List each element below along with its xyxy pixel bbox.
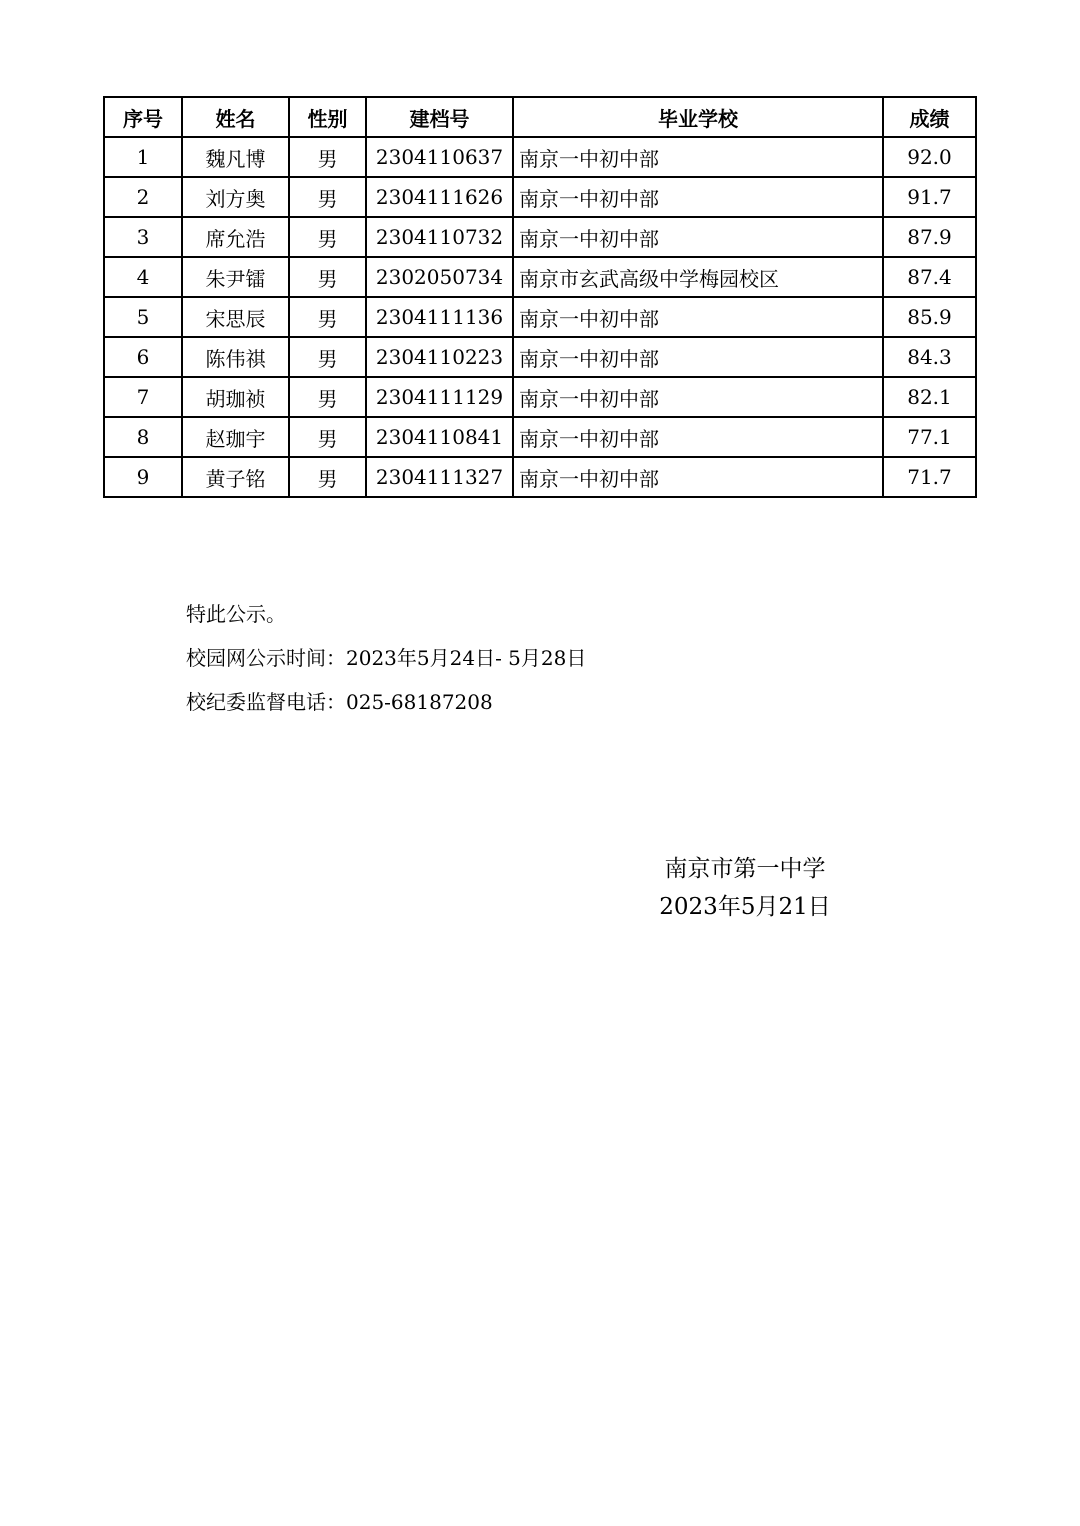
table-row bbox=[104, 337, 976, 377]
header-index: 序号 bbox=[104, 97, 182, 137]
cell-gender: 男 bbox=[289, 297, 366, 337]
cell-school: 南京一中初中部 bbox=[513, 417, 883, 457]
cell-name: 陈伟祺 bbox=[182, 337, 289, 377]
cell-name: 席允浩 bbox=[182, 217, 289, 257]
signature-organization: 南京市第一中学 bbox=[664, 856, 826, 882]
cell-score: 87.4 bbox=[883, 257, 976, 297]
cell-name: 朱尹镭 bbox=[182, 257, 289, 297]
cell-name: 魏凡博 bbox=[182, 137, 289, 177]
header-file-number: 建档号 bbox=[366, 97, 513, 137]
cell-gender: 男 bbox=[289, 217, 366, 257]
cell-school: 南京一中初中部 bbox=[513, 137, 883, 177]
cell-file-number: 2302050734 bbox=[366, 257, 513, 297]
cell-gender: 男 bbox=[289, 257, 366, 297]
cell-file-number: 2304111136 bbox=[366, 297, 513, 337]
cell-file-number: 2304111327 bbox=[366, 457, 513, 497]
cell-score: 71.7 bbox=[883, 457, 976, 497]
cell-school: 南京一中初中部 bbox=[513, 377, 883, 417]
cell-gender: 男 bbox=[289, 177, 366, 217]
cell-score: 84.3 bbox=[883, 337, 976, 377]
cell-school: 南京一中初中部 bbox=[513, 297, 883, 337]
table-header-row bbox=[104, 97, 976, 137]
cell-score: 91.7 bbox=[883, 177, 976, 217]
header-gender: 性别 bbox=[289, 97, 366, 137]
cell-file-number: 2304110223 bbox=[366, 337, 513, 377]
cell-school: 南京一中初中部 bbox=[513, 337, 883, 377]
table-row bbox=[104, 177, 976, 217]
cell-index: 2 bbox=[104, 177, 182, 217]
cell-index: 1 bbox=[104, 137, 182, 177]
table-row bbox=[104, 217, 976, 257]
cell-gender: 男 bbox=[289, 417, 366, 457]
cell-school: 南京一中初中部 bbox=[513, 457, 883, 497]
header-school: 毕业学校 bbox=[513, 97, 883, 137]
cell-score: 87.9 bbox=[883, 217, 976, 257]
announcement-text: 特此公示。 bbox=[186, 602, 286, 626]
cell-name: 刘方奥 bbox=[182, 177, 289, 217]
cell-school: 南京市玄武高级中学梅园校区 bbox=[513, 257, 883, 297]
table-row bbox=[104, 297, 976, 337]
table-row bbox=[104, 457, 976, 497]
cell-gender: 男 bbox=[289, 457, 366, 497]
table-row bbox=[104, 257, 976, 297]
cell-name: 黄子铭 bbox=[182, 457, 289, 497]
cell-school: 南京一中初中部 bbox=[513, 217, 883, 257]
cell-index: 8 bbox=[104, 417, 182, 457]
cell-file-number: 2304110732 bbox=[366, 217, 513, 257]
header-name: 姓名 bbox=[182, 97, 289, 137]
cell-gender: 男 bbox=[289, 137, 366, 177]
table-row bbox=[104, 417, 976, 457]
cell-file-number: 2304111129 bbox=[366, 377, 513, 417]
cell-score: 92.0 bbox=[883, 137, 976, 177]
cell-index: 7 bbox=[104, 377, 182, 417]
cell-score: 82.1 bbox=[883, 377, 976, 417]
publication-period: 校园网公示时间：2023年5月24日- 5月28日 bbox=[186, 646, 587, 670]
cell-gender: 男 bbox=[289, 377, 366, 417]
cell-index: 9 bbox=[104, 457, 182, 497]
results-table bbox=[103, 96, 977, 498]
notice-notes bbox=[186, 598, 586, 730]
cell-score: 85.9 bbox=[883, 297, 976, 337]
signature-date: 2023年5月21日 bbox=[659, 894, 831, 920]
cell-gender: 男 bbox=[289, 337, 366, 377]
cell-file-number: 2304111626 bbox=[366, 177, 513, 217]
cell-name: 宋思辰 bbox=[182, 297, 289, 337]
table-row bbox=[104, 377, 976, 417]
cell-index: 3 bbox=[104, 217, 182, 257]
cell-file-number: 2304110841 bbox=[366, 417, 513, 457]
cell-school: 南京一中初中部 bbox=[513, 177, 883, 217]
cell-index: 4 bbox=[104, 257, 182, 297]
cell-index: 5 bbox=[104, 297, 182, 337]
table-row bbox=[104, 137, 976, 177]
supervision-phone: 校纪委监督电话：025-68187208 bbox=[186, 690, 493, 714]
cell-name: 赵珈宇 bbox=[182, 417, 289, 457]
cell-name: 胡珈祯 bbox=[182, 377, 289, 417]
cell-index: 6 bbox=[104, 337, 182, 377]
cell-file-number: 2304110637 bbox=[366, 137, 513, 177]
signature-block bbox=[640, 852, 850, 928]
cell-score: 77.1 bbox=[883, 417, 976, 457]
header-score: 成绩 bbox=[883, 97, 976, 137]
